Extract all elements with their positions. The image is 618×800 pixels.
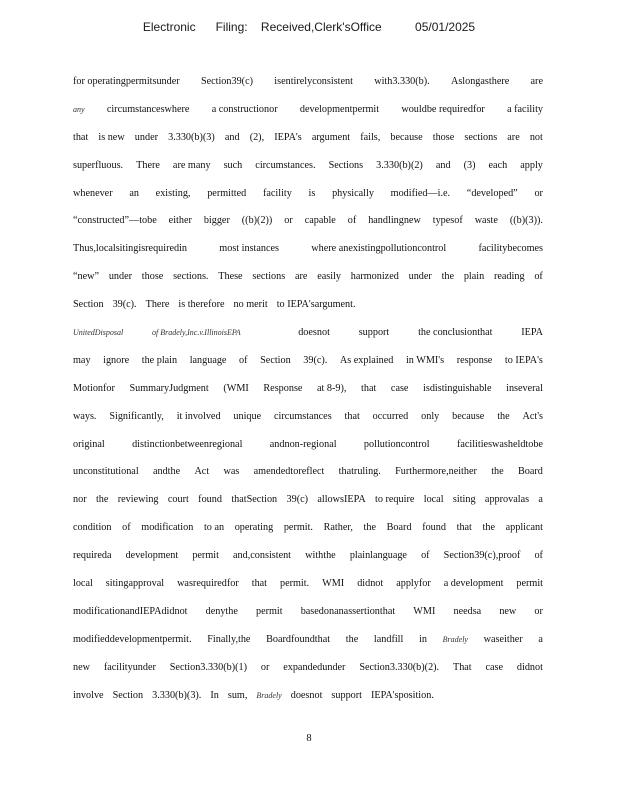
text-segment: wasrequiredfor: [177, 578, 239, 590]
text-segment: isentirelyconsistent: [274, 76, 353, 87]
text-segment: whenever: [73, 187, 113, 199]
text-segment: Aslongasthere: [450, 76, 510, 87]
text-segment: thatSection: [231, 494, 278, 506]
text-segment: most instances: [219, 243, 279, 255]
text-segment: 39(c).: [112, 299, 137, 311]
text-segment: circumstances: [273, 410, 332, 422]
text-segment: modification: [141, 522, 194, 534]
text-segment: nor: [73, 494, 87, 506]
text-segment: may: [73, 354, 91, 366]
text-segment: was: [223, 466, 240, 478]
text-segment: 3.330(b)(2): [376, 159, 423, 171]
text-segment: permit.: [280, 578, 310, 590]
text-segment: are many: [172, 159, 211, 171]
text-segment: support: [331, 689, 362, 701]
text-segment: modifieddevelopmentpermit.: [73, 633, 192, 645]
text-segment: pollutioncontrol: [363, 438, 430, 450]
text-segment: support: [358, 327, 390, 339]
text-line: [73, 431, 543, 459]
electronic-filing-header: Electronic Filing: Received,Clerk'sOffice 05/01/2025: [142, 20, 476, 34]
text-segment: capable: [304, 215, 336, 227]
text-segment: under: [108, 271, 133, 283]
text-segment: developmentpermit: [299, 103, 380, 115]
text-segment: and,consistent: [233, 550, 292, 562]
text-segment: Motionfor: [73, 382, 115, 394]
text-segment: is therefore: [178, 299, 225, 311]
text-segment: new: [73, 661, 90, 673]
text-segment: not: [529, 131, 543, 143]
text-segment: Response: [263, 382, 303, 394]
text-segment: or: [534, 605, 543, 617]
text-segment: withthe: [305, 550, 336, 562]
text-segment: a constructionor: [211, 103, 278, 115]
text-segment: that: [251, 578, 268, 590]
text-segment: argument: [311, 131, 351, 143]
text-segment: circumstanceswhere: [106, 103, 190, 115]
text-segment: physically: [332, 187, 374, 199]
text-segment: plain: [463, 271, 485, 283]
text-segment: fails,: [360, 131, 381, 143]
text-segment: unique: [233, 410, 262, 422]
text-segment: those: [141, 271, 164, 283]
text-segment: Section: [260, 354, 291, 366]
text-line: [73, 319, 543, 347]
text-line: [73, 570, 543, 598]
text-segment: “constructed”—tobe: [73, 215, 157, 227]
text-segment: case: [485, 661, 504, 673]
text-segment: IEPA: [521, 327, 543, 339]
text-segment: 39(c).: [303, 354, 328, 366]
text-segment: the: [441, 271, 455, 283]
text-segment: allowsIEPA: [317, 494, 366, 506]
text-segment: plainlanguage: [349, 550, 407, 562]
text-segment: apply: [520, 159, 543, 171]
text-segment: only: [421, 410, 440, 422]
text-segment: with3.330(b).: [374, 76, 430, 87]
text-line: [73, 682, 543, 710]
text-segment: an: [129, 187, 139, 199]
text-segment: Section: [73, 299, 104, 311]
text-line: [73, 626, 543, 654]
text-segment: to IEPA's: [504, 354, 543, 366]
text-segment: a: [538, 633, 543, 645]
text-segment: to an: [203, 522, 225, 534]
text-segment: Rather,: [323, 522, 353, 534]
text-segment: new: [499, 605, 517, 617]
text-segment: are: [530, 76, 543, 87]
text-segment: 3.330(b)(3).: [152, 689, 202, 701]
text-segment: are: [294, 271, 308, 283]
italic-citation-text: any: [73, 104, 85, 114]
text-segment: of: [534, 271, 543, 283]
text-segment: sections: [464, 131, 498, 143]
text-segment: WMI: [322, 578, 345, 590]
text-segment: is new: [98, 131, 125, 143]
text-segment: that: [361, 382, 377, 394]
text-segment: ignore: [103, 354, 130, 366]
text-segment: expandedunder: [283, 661, 346, 673]
text-segment: ((b)(3)).: [509, 215, 543, 227]
text-segment: the: [363, 522, 376, 534]
text-segment: WMI: [413, 605, 436, 617]
text-segment: the plain: [141, 354, 178, 366]
text-segment: for operatingpermitsunder: [73, 76, 180, 87]
text-segment: found: [198, 494, 222, 506]
text-segment: under: [408, 271, 432, 283]
text-segment: in: [419, 633, 427, 645]
text-segment: or: [284, 215, 293, 227]
text-segment: waseither: [483, 633, 523, 645]
text-segment: “new”: [73, 271, 100, 283]
text-segment: Thus,localsitingisrequiredin: [73, 243, 188, 255]
text-segment: denythe: [205, 605, 238, 617]
text-segment: or: [534, 187, 543, 199]
text-segment: sitingapproval: [105, 578, 165, 590]
text-segment: of: [421, 550, 430, 562]
text-segment: That: [452, 661, 472, 673]
text-segment: easily: [317, 271, 341, 283]
text-segment: to IEPA'sargument.: [276, 299, 356, 311]
text-segment: didnot: [516, 661, 543, 673]
text-segment: applyfor: [396, 578, 431, 590]
text-segment: handlingnew: [368, 215, 421, 227]
text-segment: operating: [234, 522, 274, 534]
text-segment: sections.: [173, 271, 209, 283]
text-segment: Section39(c): [200, 76, 253, 87]
text-segment: andnon-regional: [269, 438, 337, 450]
text-segment: a development: [443, 578, 504, 590]
text-line: [73, 124, 543, 152]
text-segment: Board: [386, 522, 412, 534]
text-line: [73, 68, 543, 96]
text-line: [73, 180, 543, 208]
text-segment: of: [122, 522, 131, 534]
text-segment: a facility: [507, 103, 543, 115]
text-segment: IEPA'sposition.: [370, 689, 434, 701]
text-segment: Section3.330(b)(2).: [359, 661, 440, 673]
text-segment: Finally,the: [207, 633, 251, 645]
text-segment: case: [390, 382, 409, 394]
text-segment: facilitieswasheldtobe: [456, 438, 543, 450]
text-segment: (3): [463, 159, 476, 171]
text-segment: sections: [252, 271, 286, 283]
text-segment: basedonanassertionthat: [300, 605, 396, 617]
text-segment: that: [344, 410, 360, 422]
text-segment: andthe: [152, 466, 181, 478]
italic-citation-text: Bradely: [442, 634, 468, 644]
text-line: [73, 375, 543, 403]
text-line: [73, 598, 543, 626]
text-segment: modified—i.e.: [390, 187, 451, 199]
text-segment: to require: [375, 494, 415, 506]
text-segment: it involved: [176, 410, 221, 422]
text-segment: typesof: [432, 215, 463, 227]
text-segment: no merit: [233, 299, 268, 311]
text-segment: the: [497, 410, 510, 422]
text-segment: didnot: [357, 578, 384, 590]
text-segment: requireda: [73, 550, 112, 562]
text-segment: and: [435, 159, 451, 171]
text-segment: such: [223, 159, 243, 171]
text-segment: waste: [474, 215, 498, 227]
text-segment: amendedtoreflect: [253, 466, 325, 478]
text-segment: where anexistingpollutioncontrol: [311, 243, 447, 255]
text-segment: landfill: [373, 633, 404, 645]
text-segment: siting: [452, 494, 476, 506]
text-segment: “developed”: [466, 187, 518, 199]
text-segment: each: [488, 159, 508, 171]
text-segment: involve: [73, 689, 104, 701]
text-segment: doesnot: [298, 327, 330, 339]
text-segment: (2),: [249, 131, 265, 143]
text-segment: permit: [516, 578, 543, 590]
text-segment: superfluous.: [73, 159, 124, 171]
text-segment: the: [491, 466, 504, 478]
text-segment: Act: [194, 466, 210, 478]
text-segment: because: [452, 410, 485, 422]
text-segment: Furthermore,neither: [395, 466, 477, 478]
text-segment: Section: [112, 689, 144, 701]
italic-citation-text: UnitedDisposal: [73, 328, 124, 338]
text-segment: of: [347, 215, 357, 227]
text-segment: reviewing: [117, 494, 159, 506]
text-segment: There: [145, 299, 170, 311]
text-segment: (WMI: [223, 382, 249, 394]
text-segment: language: [189, 354, 227, 366]
text-segment: Boardfoundthat: [266, 633, 331, 645]
text-segment: either: [168, 215, 192, 227]
text-line: [73, 152, 543, 180]
text-segment: local: [423, 494, 444, 506]
text-segment: approvalas: [484, 494, 530, 506]
text-segment: facility: [262, 187, 292, 199]
text-segment: circumstances.: [255, 159, 316, 171]
text-line: [73, 291, 543, 319]
text-line: [73, 347, 543, 375]
text-segment: the conclusionthat: [418, 327, 493, 339]
text-segment: of: [239, 354, 248, 366]
text-segment: the: [95, 494, 109, 506]
text-segment: Act's: [522, 410, 543, 422]
text-line: [73, 458, 543, 486]
text-segment: the: [345, 633, 359, 645]
page-number: 8: [306, 733, 312, 744]
italic-citation-text: of Bradely,Inc.v.IllinoisEPA: [152, 328, 241, 338]
text-segment: doesnot: [290, 689, 323, 701]
text-segment: 3.330(b)(3): [168, 131, 215, 143]
text-segment: 39(c): [286, 494, 309, 506]
text-segment: in WMI's: [405, 354, 445, 366]
text-line: [73, 514, 543, 542]
text-segment: under: [134, 131, 158, 143]
text-segment: ((b)(2)): [241, 215, 273, 227]
text-segment: Sections: [328, 159, 364, 171]
text-segment: As explained: [339, 354, 394, 366]
text-segment: wouldbe requiredfor: [401, 103, 485, 115]
text-segment: unconstitutional: [73, 466, 139, 478]
text-segment: sum,: [227, 689, 248, 701]
italic-citation-text: Bradely: [256, 690, 282, 700]
text-segment: permitted: [207, 187, 247, 199]
text-segment: or: [260, 661, 270, 673]
text-segment: ways.: [73, 410, 97, 422]
text-line: [73, 207, 543, 235]
text-line: [73, 486, 543, 514]
text-segment: of: [534, 550, 543, 562]
text-segment: There: [136, 159, 160, 171]
text-segment: those: [432, 131, 455, 143]
text-segment: that: [73, 131, 89, 143]
text-segment: local: [73, 578, 93, 590]
text-segment: at 8-9),: [317, 382, 347, 394]
text-segment: because: [390, 131, 423, 143]
text-segment: found: [422, 522, 446, 534]
text-segment: bigger: [203, 215, 230, 227]
text-line: [73, 542, 543, 570]
text-line: [73, 263, 543, 291]
text-segment: Section39(c),proof: [443, 550, 521, 562]
text-segment: harmonized: [350, 271, 399, 283]
text-line: [73, 96, 543, 124]
text-segment: reading: [493, 271, 525, 283]
text-segment: permit.: [283, 522, 313, 534]
text-segment: applicant: [505, 522, 543, 534]
text-segment: isdistinguishable: [423, 382, 492, 394]
text-segment: that: [456, 522, 472, 534]
text-segment: inseveral: [506, 382, 543, 394]
text-segment: response: [456, 354, 493, 366]
text-segment: Board: [517, 466, 543, 478]
text-segment: modificationandIEPAdidnot: [73, 605, 188, 617]
text-segment: is: [308, 187, 316, 199]
text-segment: original: [73, 438, 105, 450]
text-segment: the: [482, 522, 495, 534]
text-segment: Section3.330(b)(1): [169, 661, 247, 673]
text-segment: occurred: [372, 410, 409, 422]
text-segment: needsa: [453, 605, 482, 617]
text-segment: facilityunder: [103, 661, 156, 673]
text-segment: and: [224, 131, 240, 143]
text-segment: thatruling.: [338, 466, 381, 478]
text-segment: development: [125, 550, 179, 562]
text-segment: Significantly,: [109, 410, 164, 422]
text-line: [73, 235, 543, 263]
text-segment: are: [507, 131, 520, 143]
text-segment: facilitybecomes: [478, 243, 543, 255]
text-segment: existing,: [155, 187, 191, 199]
text-segment: a: [538, 494, 543, 506]
text-segment: court: [167, 494, 189, 506]
text-segment: condition: [73, 522, 112, 534]
text-line: [73, 403, 543, 431]
text-segment: IEPA's: [274, 131, 302, 143]
document-body-text: [73, 68, 543, 709]
text-segment: SummaryJudgment: [129, 382, 209, 394]
text-segment: distinctionbetweenregional: [132, 438, 243, 450]
text-line: [73, 654, 543, 682]
text-segment: These: [218, 271, 243, 283]
text-segment: permit: [255, 605, 283, 617]
text-segment: In: [210, 689, 219, 701]
text-segment: permit: [192, 550, 219, 562]
